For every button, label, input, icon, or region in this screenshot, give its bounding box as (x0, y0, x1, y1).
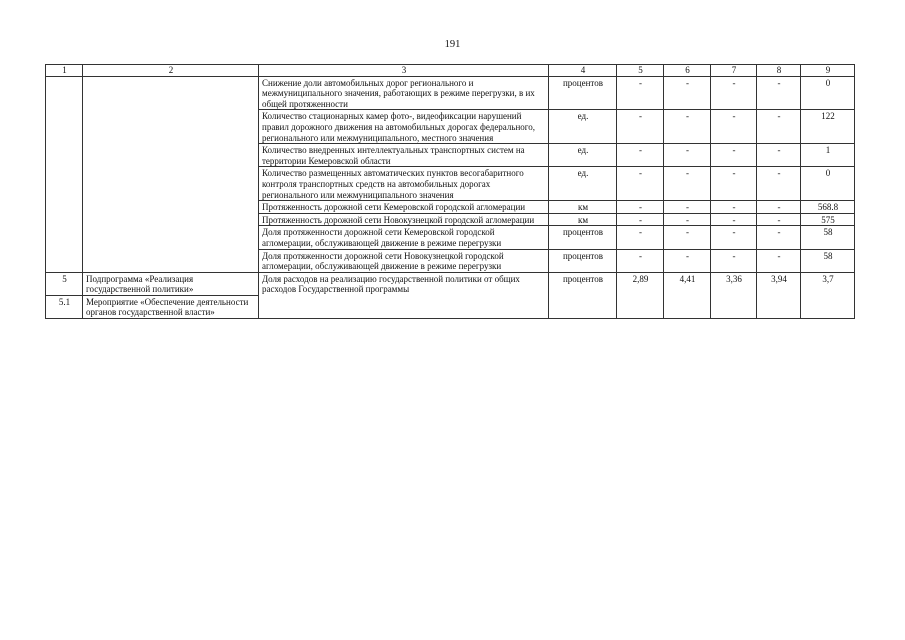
value-cell: 3,36 (711, 272, 757, 318)
value-cell: 2,89 (617, 272, 664, 318)
value-cell: 4,41 (664, 272, 711, 318)
value-cell: - (664, 110, 711, 144)
num-cell: 5 (46, 272, 83, 295)
value-cell: - (711, 213, 757, 226)
value-cell: - (617, 249, 664, 272)
value-cell: - (664, 167, 711, 201)
value-cell: - (757, 226, 801, 249)
column-number-row (46, 65, 855, 77)
value-cell: - (757, 167, 801, 201)
value-cell: 122 (801, 110, 855, 144)
value-cell: - (617, 213, 664, 226)
num-cell: 5.1 (46, 295, 83, 318)
unit-cell: ед. (549, 167, 617, 201)
indicator-text: Доля протяженности дорожной сети Кемеровской городской агломерации, обслуживающей движение в режиме перегрузки (259, 226, 549, 249)
column-number: 4 (549, 65, 617, 77)
value-cell: - (617, 167, 664, 201)
value-cell: - (711, 167, 757, 201)
value-cell: - (617, 110, 664, 144)
value-cell: - (757, 110, 801, 144)
unit-cell: км (549, 213, 617, 226)
page-number: 191 (444, 39, 461, 50)
value-cell: 568.8 (801, 201, 855, 214)
value-cell: 58 (801, 249, 855, 272)
indicator-text: Доля расходов на реализацию государственной политики от общих расходов Государственной программы (259, 272, 549, 318)
indicator-text: Количество размещенных автоматических пунктов весогабаритного контроля транспортных средств на автомобильных дорогах регионального или межмуниципального значения (259, 167, 549, 201)
column-number: 3 (259, 65, 549, 77)
table-row (46, 76, 855, 110)
value-cell: - (664, 76, 711, 110)
value-cell: - (757, 144, 801, 167)
indicator-text: Протяженность дорожной сети Новокузнецкой городской агломерации (259, 213, 549, 226)
value-cell: 3,7 (801, 272, 855, 318)
indicator-text: Доля протяженности дорожной сети Новокузнецкой городской агломерации, обслуживающей движение в режиме перегрузки (259, 249, 549, 272)
value-cell: 0 (801, 76, 855, 110)
column-number: 6 (664, 65, 711, 77)
value-cell: - (664, 226, 711, 249)
value-cell: - (617, 76, 664, 110)
value-cell: - (711, 226, 757, 249)
unit-cell: процентов (549, 272, 617, 318)
unit-cell: ед. (549, 110, 617, 144)
column-number: 7 (711, 65, 757, 77)
name-cell-empty (83, 76, 259, 272)
column-number: 1 (46, 65, 83, 77)
column-number: 9 (801, 65, 855, 77)
value-cell: - (711, 110, 757, 144)
indicator-text: Снижение доли автомобильных дорог регионального и межмуниципального значения, работающих в режиме перегрузки, в их общей протяженности (259, 76, 549, 110)
value-cell: - (757, 213, 801, 226)
value-cell: - (711, 201, 757, 214)
value-cell: - (757, 201, 801, 214)
value-cell: 58 (801, 226, 855, 249)
unit-cell: процентов (549, 76, 617, 110)
value-cell: 1 (801, 144, 855, 167)
value-cell: - (711, 144, 757, 167)
indicator-text: Количество внедренных интеллектуальных транспортных систем на территории Кемеровской области (259, 144, 549, 167)
unit-cell: процентов (549, 249, 617, 272)
activity-name: Мероприятие «Обеспечение деятельности органов государственной власти» (83, 295, 259, 318)
value-cell: - (664, 144, 711, 167)
indicator-text: Количество стационарных камер фото-, видеофиксации нарушений правил дорожного движения на автомобильных дорогах федерального, регионального или межмуниципального, местного значения (259, 110, 549, 144)
unit-cell: км (549, 201, 617, 214)
value-cell: - (664, 201, 711, 214)
value-cell: - (617, 144, 664, 167)
value-cell: 3,94 (757, 272, 801, 318)
num-cell-empty (46, 76, 83, 272)
value-cell: - (617, 226, 664, 249)
value-cell: 0 (801, 167, 855, 201)
value-cell: - (617, 201, 664, 214)
value-cell: - (757, 249, 801, 272)
value-cell: - (711, 249, 757, 272)
value-cell: - (757, 76, 801, 110)
subprogram-name: Подпрограмма «Реализация государственной политики» (83, 272, 259, 295)
value-cell: - (664, 249, 711, 272)
value-cell: - (664, 213, 711, 226)
column-number: 8 (757, 65, 801, 77)
value-cell: - (711, 76, 757, 110)
column-number: 5 (617, 65, 664, 77)
unit-cell: процентов (549, 226, 617, 249)
unit-cell: ед. (549, 144, 617, 167)
column-number: 2 (83, 65, 259, 77)
value-cell: 575 (801, 213, 855, 226)
table-row-subprogram (46, 272, 855, 295)
indicators-table (45, 64, 855, 319)
indicator-text: Протяженность дорожной сети Кемеровской городской агломерации (259, 201, 549, 214)
